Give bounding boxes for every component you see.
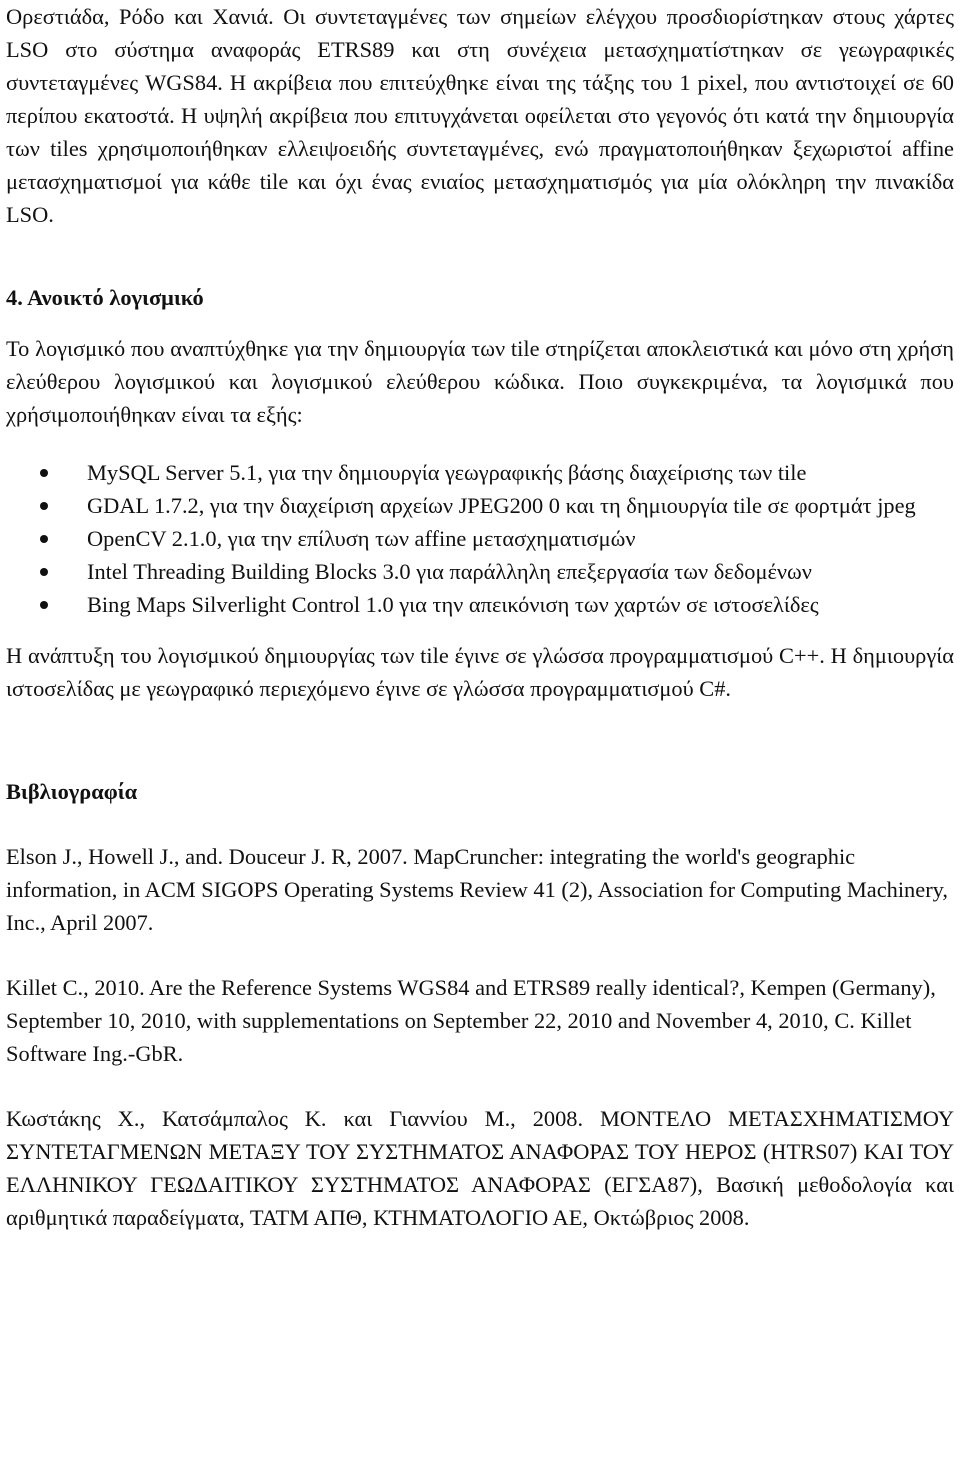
bibliography-entry: Κωστάκης Χ., Κατσάμπαλος Κ. και Γιαννίου Μ., 2008. ΜΟΝΤΕΛΟ ΜΕΤΑΣΧΗΜΑΤΙΣΜΟΥ ΣΥΝΤΕΤΑΓΜΕΝΩΝ ΜΕΤΑΞΥ ΤΟΥ ΣΥΣΤΗΜΑΤΟΣ ΑΝΑΦΟΡΑΣ ΤΟΥ ΗΕΡΟΣ (HTRS07) ΚΑΙ ΤΟΥ ΕΛΛΗΝΙΚΟΥ ΓΕΩΔΑΙΤΙΚΟΥ ΣΥΣΤΗΜΑΤΟΣ ΑΝΑΦΟΡΑΣ (ΕΓΣΑ87), Βασική μεθοδολογία και αριθμητικά παραδείγματα, ΤΑΤΜ ΑΠΘ, ΚΤΗΜΑΤΟΛΟΓΙΟ ΑΕ, Οκτώβριος 2008. [6, 1106, 954, 1230]
list-item-text: Bing Maps Silverlight Control 1.0 για την απεικόνιση των χαρτών σε ιστοσελίδες [87, 592, 819, 617]
list-item [6, 588, 954, 621]
list-item [6, 489, 954, 522]
intro-paragraph: Ορεστιάδα, Ρόδο και Χανιά. Οι συντεταγμένες των σημείων ελέγχου προσδιορίστηκαν στους χάρτες LSO στο σύστημα αναφοράς ETRS89 και στη συνέχεια μετασχηματίστηκαν σε γεωγραφικές συντεταγμένες WGS84. Η ακρίβεια που επιτεύχθηκε είναι της τάξης του 1 pixel, που αντιστοιχεί σε 60 περίπου εκατοστά. Η υψηλή ακρίβεια που επιτυγχάνεται οφείλεται στο γεγονός ότι κατά την δημιουργία των tiles χρησιμοποιήθηκαν ελλειψοειδής συντεταγμένες, ενώ πραγματοποιήθηκαν ξεχωριστοί affine μετασχηματισμοί για κάθε tile και όχι ένας ενιαίος μετασχηματισμός για μία ολόκληρη την πινακίδα LSO. [6, 4, 954, 227]
list-item [6, 522, 954, 555]
bullet-icon [40, 601, 48, 609]
list-item-text: OpenCV 2.1.0, για την επίλυση των affine μετασχηματισμών [87, 526, 636, 551]
bibliography-entry: Elson J., Howell J., and. Douceur J. R, 2007. MapCruncher: integrating the world's geographic information, in ACM SIGOPS Operating Systems Review 41 (2), Association for Computing Machinery, Inc., April 2007. [6, 844, 948, 935]
bullet-icon [40, 568, 48, 576]
bullet-icon [40, 469, 48, 477]
list-item-text: MySQL Server 5.1, για την δημιουργία γεωγραφικής βάσης διαχείρισης των tile [87, 460, 807, 485]
bullet-icon [40, 535, 48, 543]
bullet-icon [40, 502, 48, 510]
software-list [6, 456, 954, 621]
section-heading-open-software: 4. Ανοικτό λογισμικό [6, 285, 204, 310]
software-intro-paragraph: Το λογισμικό που αναπτύχθηκε για την δημιουργία των tile στηρίζεται αποκλειστικά και μόνο στη χρήση ελεύθερου λογισμικού και λογισμικού ελεύθερου κώδικα. Ποιο συγκεκριμένα, τα λογισμικά που χρήσιμοποιήθηκαν είναι τα εξής: [6, 336, 954, 427]
list-item-text: GDAL 1.7.2, για την διαχείριση αρχείων JPEG200 0 και τη δημιουργία tile σε φορτμάτ jpeg [87, 493, 916, 518]
development-paragraph: Η ανάπτυξη του λογισμικού δημιουργίας των tile έγινε σε γλώσσα προγραμματισμού C++. Η δημιουργία ιστοσελίδας με γεωγραφικό περιεχόμενο έγινε σε γλώσσα προγραμματισμού C#. [6, 643, 954, 701]
list-item-text: Intel Threading Building Blocks 3.0 για παράλληλη επεξεργασία των δεδομένων [87, 559, 812, 584]
bibliography-heading: Βιβλιογραφία [6, 779, 138, 804]
list-item [6, 456, 954, 489]
list-item [6, 555, 954, 588]
bibliography-entry: Killet C., 2010. Are the Reference Systems WGS84 and ETRS89 really identical?, Kempen (Germany), September 10, 2010, with supplementations on September 22, 2010 and November 4, 2010, C. Killet Software Ing.-GbR. [6, 975, 936, 1066]
document-page [6, 0, 954, 1234]
